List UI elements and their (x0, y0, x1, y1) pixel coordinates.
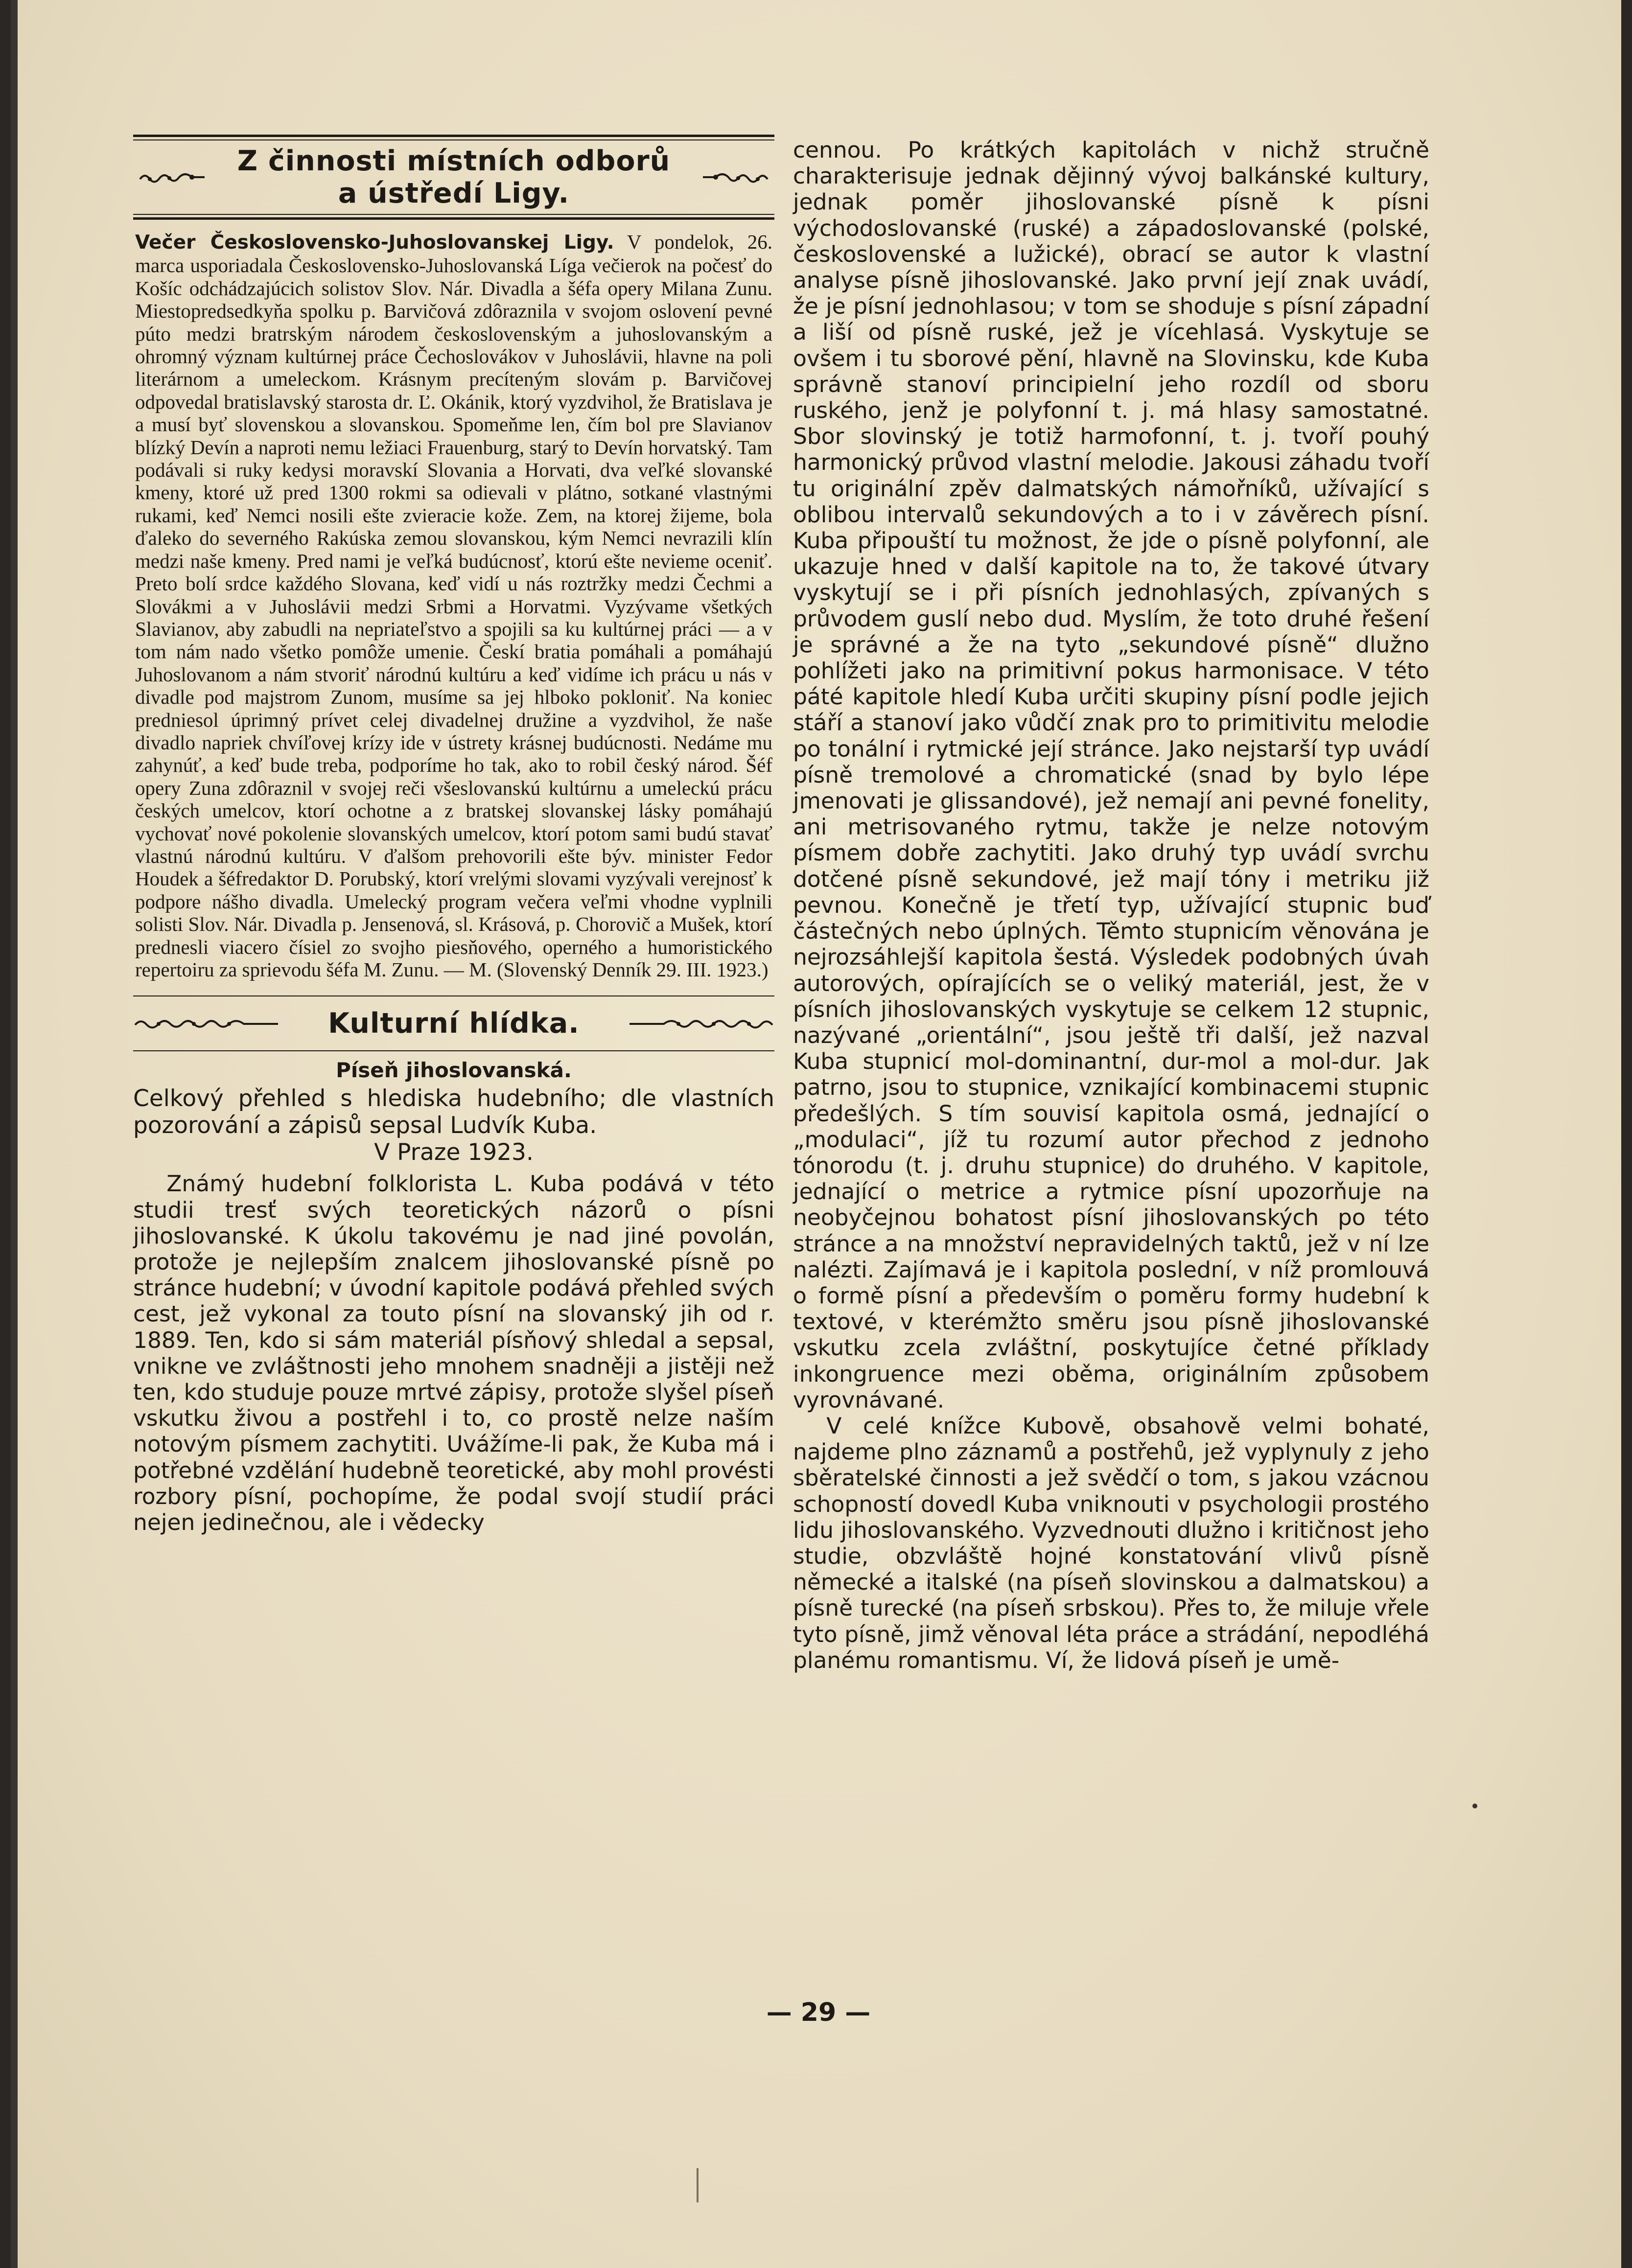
section1-top-rule (133, 135, 774, 140)
book-description: Celkový přehled s hlediska hudebního; dle vlastních pozorování a zápisů sepsal Ludvík Kuba. (133, 1085, 774, 1139)
section2-title: Kulturní hlídka. (328, 1007, 580, 1040)
section1-header (133, 140, 774, 214)
review-paragraph-3: V celé knížce Kubově, obsahově velmi bohaté, najdeme plno záznamů a postřehů, jež vyplynuly z jeho sběratelské činnosti a jež svědčí o tom, s jakou vzácnou schopností dovedl Kuba vniknouti v psychologii prostého lidu jihoslovanského. Vyzvednouti dlužno i kritičnost jeho studie, obzvláště hojné konstatování vlivů písně německé a italské (na píseň slovinskou a dalmatskou) a písně turecké (na píseň srbskou). Přes to, že miluje vřele tyto písně, jimž věnoval léta práce a strádání, nepodléhá planému romantismu. Ví, že lidová píseň je umě- (793, 1412, 1429, 1673)
ornament-left-icon (138, 168, 207, 186)
page-number: — 29 — (766, 1998, 871, 2027)
section2-bottom-rule (133, 1050, 774, 1051)
ornament-right-long-icon (628, 1015, 774, 1032)
margin-dot (1472, 1804, 1477, 1808)
ornament-left-long-icon (133, 1015, 280, 1032)
left-column (133, 135, 774, 1535)
review-paragraph-1: Známý hudební folklorista L. Kuba podává v této studii tresť svých teoretických názorů o písni jihoslovanské. K úkolu takovému je nad jiné povolán, protože je nejlepším znalcem jihoslovanské písně po stránce hudební; v úvodní kapitole podává přehled svých cest, jež vykonal za touto písní na slovanský jih od r. 1889. Ten, kdo si sám materiál písňový shledal a sepsal, vnikne ve zvláštnosti jeho mnohem snadněji a jistěji než ten, kdo studuje pouze mrtvé zápisy, protože slyšel píseň vskutku živou a postřehl i to, co prostě nelze naším notovým písmem zachytiti. Uvážíme-li pak, že Kuba má i potřebné vzdělání hudebně teoretické, aby mohl provésti rozbory písní, pochopíme, že podal svojí studií práci nejen jedinečnou, ale i vědecky (133, 1171, 774, 1536)
margin-mark (697, 2168, 699, 2202)
section1-body: V pondelok, 26. marca usporiadala Československo-Juhoslovanská Líga večierok na počesť do Košíc odchádzajúcich solistov Slov. Nár. Divadla a šéfa opery Milana Zunu. Miestopredsedkyňa spolku p. Barvičová zdôraznila v svojom oslovení pevné púto medzi bratrským národem československým a juhoslovanským a ohromný význam kultúrnej práce Čechoslovákov v Juhoslávii, hlavne na poli literárnom a umeleckom. Krásnym precíteným slovám p. Barvičovej odpovedal bratislavský starosta dr. Ľ. Okánik, ktorý vyzdvihol, že Bratislava je a musí byť slovenskou a slovanskou. Spomeňme len, čím bol pre Slavianov blízký Devín a naproti nemu ležiaci Frauenburg, starý to Devín horvatský. Tam podávali si ruky kedysi moravskí Slovania a Horvati, dva veľké slovanské kmeny, ktoré už pred 1300 rokmi sa odievali v plátno, sotkané vlastnými rukami, keď Nemci nosili ešte zvieracie kože. Zem, na ktorej žijeme, bola ďaleko do severného Rakúska zemou slovanskou, kým Nemci nevrazili klín medzi naše kmeny. Pred nami je veľká budúcnosť, ktorú ešte nevieme oceniť. Preto bolí srdce každého Slovana, keď vidí u nás roztržky medzi Čechmi a Slovákmi a v Juhoslávii medzi Srbmi a Horvatmi. Vyzývame všetkých Slavianov, aby zabudli na nepriateľstvo a spojili sa ku kultúrnej práci — a v tom nám nado všetko pomôže umenie. Českí bratia pomáhali a pomáhajú Juhoslovanom a nám stvoriť národnú kultúru a keď vidíme ich prácu u nás v divadle pod majstrom Zunom, musíme sa jej hlboko pokloniť. Na koniec predniesol úprimný prívet celej divadelnej družine a vyzdvihol, že naše divadlo napriek chvíľovej krízy ide v ústrety krásnej budúcnosti. Nedáme mu zahynúť, a keď bude treba, podporíme ho tak, ako to robil český národ. Šéf opery Zuna zdôraznil v svojej reči všeslovanskú kultúrnu a umeleckú prácu českých umelcov, ktorí ochotne a z bratskej slovanskej lásky pomáhajú vychovať nové pokolenie slovanských umelcov, ktorí potom sami budú stavať vlastnú národnú kultúru. V ďalšom prehovorili ešte býv. minister Fedor Houdek a šéfredaktor D. Porubský, ktorí vrelými slovami vyzývali verejnosť k podpore nášho divadla. Umelecký program večera veľmi vhodne vyplnili solisti Slov. Nár. Divadla p. Jensenová, sl. Krásová, p. Chorovič a Mušek, ktorí prednesli viacero čísiel zo svojho piesňového, operného a humoristického repertoiru za sprievodu šéfa M. Zunu. — M. (Slovenský Denník 29. III. 1923.) (135, 231, 772, 981)
section2-header (133, 996, 774, 1050)
book-imprint: V Praze 1923. (374, 1139, 534, 1166)
review-paragraph-2: cennou. Po krátkých kapitolách v nichž stručně charakterisuje jednak dějinný vývoj balkánské kultury, jednak poměr jihoslovanské písně k písni východoslovanské (ruské) a západoslovanské (polské, československé a lužické), obrací se autor k vlastní analyse písně jihoslovanské. Jako první její znak uvádí, že je písní jednohlasou; v tom se shoduje s písní západní a liší od písně ruské, jež je vícehlasá. Vyskytuje se ovšem i tu sborové pění, hlavně na Slovinsku, kde Kuba správně stanoví principielní jeho rozdíl od sboru ruského, jenž je polyfonní t. j. má hlasy samostatné. Sbor slovinský je totiž harmofonní, t. j. tvoří pouhý harmonický průvod vlastní melodie. Jakousi záhadu tvoří tu originální zpěv dalmatských námořníků, užívající s oblibou intervalů sekundových a to i v závěrech písní. Kuba připouští tu možnost, že jde o písně polyfonní, ale ukazuje hned v další kapitole na to, že takové útvary vyskytují se i při písních jednohlasých, zpívaných s průvodem guslí nebo dud. Myslím, že toto druhé řešení je správné a že na tyto „sekundové písně“ dlužno pohlížeti jako na primitivní pokus harmonisace. V této páté kapitole hledí Kuba určiti skupiny písní podle jejich stáří a stanoví jako vůdčí znak pro to primitivitu melodie po tonální i rytmické její stránce. Jako nejstarší typ uvádí písně tremolové a chromatické (snad by bylo lépe jmenovati je glissandové), jež nemají ani pevné fonelity, ani metrisovaného rytmu, takže je nelze notovým písmem dobře zachytiti. Jako druhý typ uvádí svrchu dotčené písně sekundové, jež mají tóny i metriku již pevnou. Konečně je třetí typ, užívající stupnic buď částečných nebo úplných. Těmto stupnicím věnována je nejrozsáhlejší kapitola šestá. Výsledek podobných úvah autorových, opírajících se o veliký materiál, jest, že v písních jihoslovanských vyskytuje se celkem 12 stupnic, nazývané „orientální“, jsou ještě tři další, jež nazval Kuba stupnicí mol-dominantní, dur-mol a mol-dur. Jak patrno, jsou to stupnice, vznikající kombinacemi stupnic předešlých. S tím souvisí kapitola osmá, jednající o „modulaci“, jíž tu rozumí autor přechod z jednoho tónorodu (t. j. druhu stupnice) do druhého. V kapitole, jednající o metrice a rytmice písní upozorňuje na neobyčejnou bohatost písní jihoslovanských po této stránce a na množství nepravidelných taktů, jež v ní lze nalézti. Zajímavá je i kapitola poslední, v níž promlouvá o formě písní a především o poměru formy hudební k textové, v kterémžto směru jsou písně jihoslovanské vskutku zcela zvláštní, poskytujíce četné příklady inkongruence mezi oběma, originálním způsobem vyrovnávané. (793, 137, 1429, 1413)
section1-article (133, 231, 774, 981)
right-column (793, 137, 1429, 1673)
book-title: Píseň jihoslovanská. (336, 1058, 572, 1083)
section1-lead: Večer Československo-Juhoslovanskej Ligy. (135, 231, 614, 254)
section1-title: Z činnosti místních odborů a ústředí Ligy. (237, 145, 671, 209)
section1-bottom-rule (133, 214, 774, 220)
binding-edge (11, 0, 18, 2268)
ornament-right-icon (701, 168, 769, 186)
page (11, 0, 1621, 2268)
